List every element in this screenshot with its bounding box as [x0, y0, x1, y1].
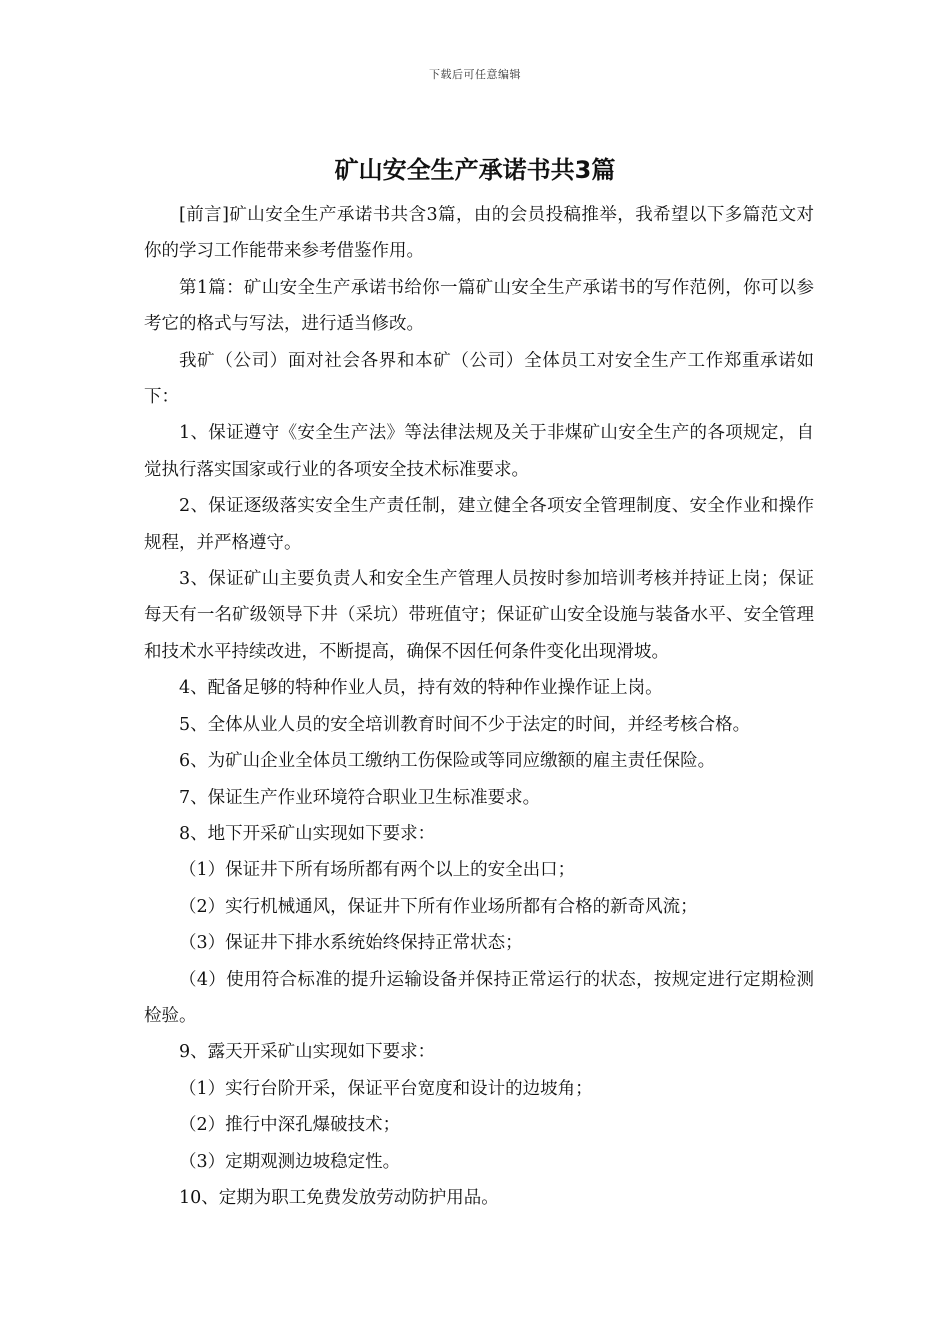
- paragraph-item-2: 2、保证逐级落实安全生产责任制，建立健全各项安全管理制度、安全作业和操作规程，并严格遵守。: [144, 496, 814, 553]
- document-title: 矿山安全生产承诺书共3篇: [334, 156, 616, 184]
- paragraph-item-10: 10、定期为职工免费发放劳动防护用品。: [179, 1187, 499, 1208]
- paragraph-preface: [前言]矿山安全生产承诺书共含3篇，由的会员投稿推举，我希望以下多篇范文对你的学习工作能带来参考借鉴作用。: [144, 205, 814, 262]
- paragraph-item-9: 9、露天开采矿山实现如下要求：: [179, 1042, 436, 1063]
- paragraph-item-8-2: （2）实行机械通风，保证井下所有作业场所都有合格的新奇风流；: [179, 896, 698, 917]
- paragraph-item-8-4: （4）使用符合标准的提升运输设备并保持正常运行的状态，按规定进行定期检测检验。: [144, 969, 814, 1026]
- paragraph-item-8-3: （3）保证井下排水系统始终保持正常状态；: [179, 933, 523, 954]
- paragraph-item-1: 1、保证遵守《安全生产法》等法律法规及关于非煤矿山安全生产的各项规定，自觉执行落实国家或行业的各项安全技术标准要求。: [144, 423, 814, 480]
- paragraph-item-3: 3、保证矿山主要负责人和安全生产管理人员按时参加培训考核并持证上岗；保证每天有一名矿级领导下井（采坑）带班值守；保证矿山安全设施与装备水平、安全管理和技术水平持续改进，不断提高，确保不因任何条件变化出现滑坡。: [144, 569, 814, 662]
- paragraph-intro: 第1篇：矿山安全生产承诺书给你一篇矿山安全生产承诺书的写作范例，你可以参考它的格式与写法，进行适当修改。: [144, 277, 814, 335]
- paragraph-item-5: 5、全体从业人员的安全培训教育时间不少于法定的时间，并经考核合格。: [179, 714, 751, 735]
- paragraph-item-8-1: （1）保证井下所有场所都有两个以上的安全出口；: [179, 860, 576, 881]
- paragraph-item-9-1: （1）实行台阶开采，保证平台宽度和设计的边坡角；: [179, 1078, 593, 1099]
- paragraph-item-9-2: （2）推行中深孔爆破技术；: [179, 1115, 401, 1136]
- paragraph-item-8: 8、地下开采矿山实现如下要求：: [179, 823, 436, 844]
- paragraph-item-6: 6、为矿山企业全体员工缴纳工伤保险或等同应缴额的雇主责任保险。: [179, 751, 716, 772]
- paragraph-item-4: 4、配备足够的特种作业人员，持有效的特种作业操作证上岗。: [179, 678, 663, 699]
- paragraph-pledge: 我矿（公司）面对社会各界和本矿（公司）全体员工对安全生产工作郑重承诺如下：: [144, 350, 814, 408]
- paragraph-item-7: 7、保证生产作业环境符合职业卫生标准要求。: [179, 787, 541, 808]
- document-body: [144, 197, 814, 1216]
- header-note: 下载后可任意编辑: [429, 68, 521, 81]
- paragraph-item-9-3: （3）定期观测边坡稳定性。: [179, 1151, 401, 1172]
